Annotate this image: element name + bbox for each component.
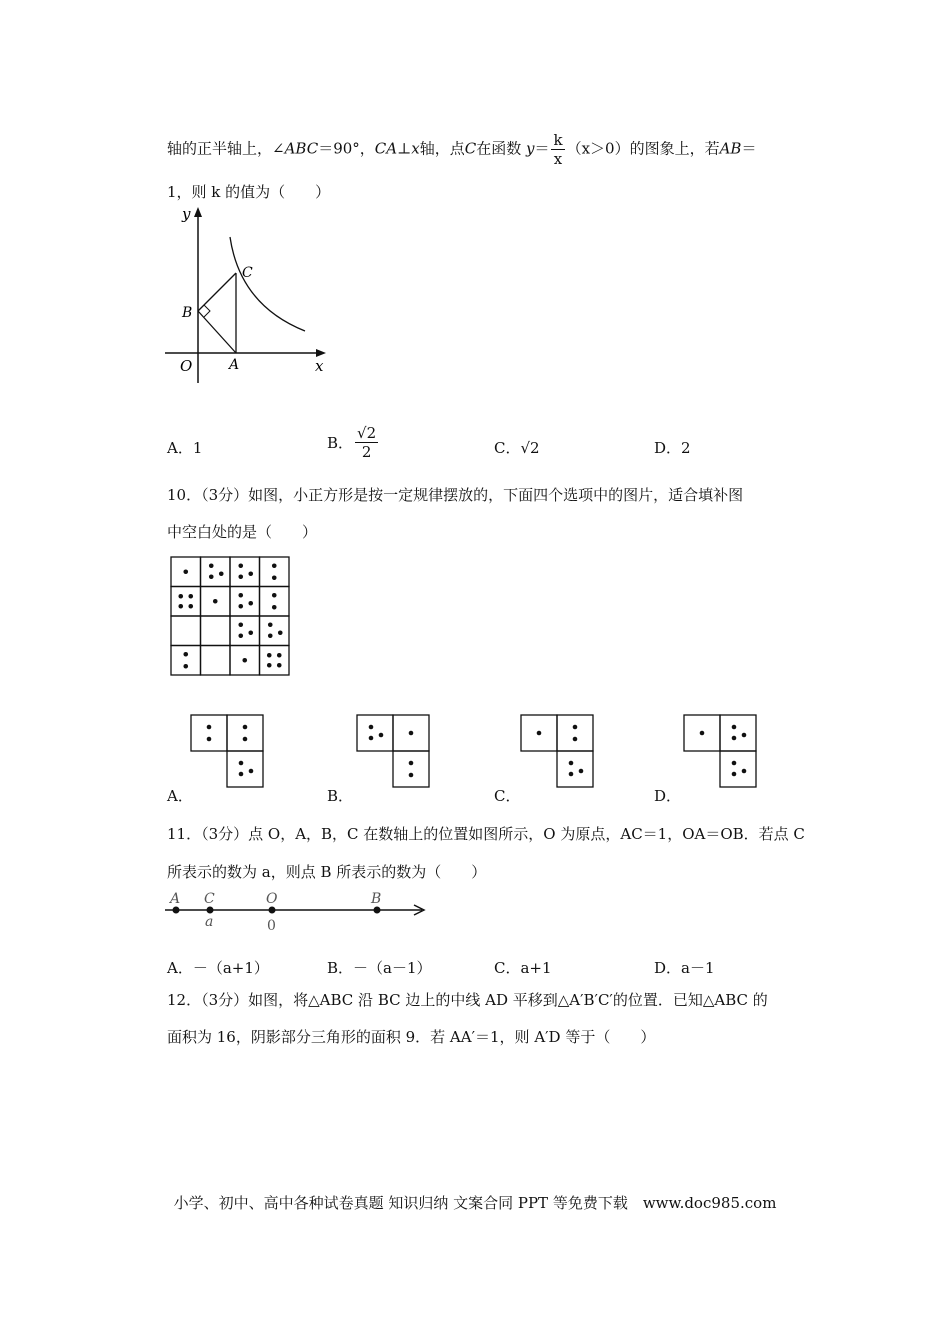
grid-cell <box>230 557 260 587</box>
hyperbola-curve <box>230 237 305 331</box>
label-b: B <box>371 891 382 907</box>
option-cell-bottom-right <box>227 751 263 787</box>
q9-option-c[interactable] <box>494 437 540 458</box>
q12-text-line1: 12．（3分）如图，将△ABC 沿 BC 边上的中线 AD 平移到△A′B′C′的位置．已知△ABC 的 <box>167 991 768 1009</box>
dot <box>209 574 214 579</box>
grid-cell <box>201 557 231 587</box>
dot <box>207 725 212 730</box>
dot <box>248 571 253 576</box>
y-axis-arrow-icon <box>194 207 202 217</box>
q9-option-d[interactable]: D．2 <box>654 439 691 457</box>
q9-option-b-label: B． <box>327 434 354 452</box>
dot <box>267 653 272 658</box>
right-angle-mark <box>204 305 210 317</box>
segment-ba <box>198 311 236 353</box>
grid-cell <box>171 616 201 646</box>
q9-text-line2: 1，则 k 的值为（ ） <box>167 183 331 201</box>
dot <box>277 663 282 668</box>
label-b: B <box>182 305 193 321</box>
dot <box>188 604 193 609</box>
dot <box>242 658 247 663</box>
point-c <box>207 907 214 914</box>
grid-cell <box>230 616 260 646</box>
dot <box>248 601 253 606</box>
option-cell-top-right <box>227 715 263 751</box>
dot <box>207 737 212 742</box>
dot <box>272 563 277 568</box>
point-b <box>374 907 381 914</box>
dot <box>700 731 705 736</box>
dot <box>178 594 183 599</box>
dot <box>238 622 243 627</box>
dot <box>268 622 273 627</box>
dot <box>183 664 188 669</box>
q9-option-b[interactable] <box>327 424 380 461</box>
q9-option-c-label: C． <box>494 439 521 457</box>
q9-coordinate-figure <box>160 205 340 385</box>
dot <box>573 737 578 742</box>
dot <box>742 733 747 738</box>
q11-option-b[interactable]: B．－（a－1） <box>327 959 432 977</box>
dot <box>569 772 574 777</box>
dot <box>369 736 374 741</box>
dot <box>409 773 414 778</box>
dot <box>183 569 188 574</box>
label-c: C <box>204 891 215 907</box>
label-y: y <box>182 205 191 223</box>
x-axis-arrow-icon <box>316 349 326 357</box>
dot <box>409 731 414 736</box>
option-cell-bottom-right <box>393 751 429 787</box>
dot <box>238 593 243 598</box>
grid-cell <box>230 587 260 617</box>
dot <box>379 733 384 738</box>
dot <box>272 575 277 580</box>
point-a <box>173 907 180 914</box>
label-c: C <box>242 265 253 281</box>
page-footer: 小学、初中、高中各种试卷真题 知识归纳 文案合同 PPT 等免费下载 www.doc985.com <box>173 1194 777 1212</box>
dot <box>183 652 188 657</box>
option-cell-bottom-right <box>720 751 756 787</box>
dot <box>278 630 283 635</box>
dot <box>238 563 243 568</box>
grid-cell <box>260 587 290 617</box>
q9-text-line1: 轴的正半轴上，∠ABC＝90°，CA⊥x轴，点C在函数 y＝ $\frac{k}{x}$ （x＞0）的图象上，若AB＝ <box>167 131 757 168</box>
option-cell-top-right <box>720 715 756 751</box>
q10-text-line1: 10．（3分）如图，小正方形是按一定规律摆放的，下面四个选项中的图片，适合填补图 <box>167 486 744 504</box>
dot <box>219 571 224 576</box>
segment-bc <box>198 273 236 311</box>
dot <box>249 769 254 774</box>
grid-cell <box>171 646 201 676</box>
dot <box>209 563 214 568</box>
dot <box>178 604 183 609</box>
q10-text-line2: 中空白处的是（ ） <box>167 523 318 541</box>
dot <box>213 599 218 604</box>
label-x: x <box>315 357 324 375</box>
grid-cell <box>171 587 201 617</box>
grid-cell <box>201 616 231 646</box>
dot <box>239 772 244 777</box>
label-o: O <box>266 891 278 907</box>
dot <box>277 653 282 658</box>
dot <box>243 725 248 730</box>
option-cell-top-left <box>357 715 393 751</box>
dot <box>409 761 414 766</box>
dot <box>238 633 243 638</box>
grid-cell <box>201 646 231 676</box>
label-o: O <box>180 357 193 375</box>
q10-option-c-figure <box>520 714 595 789</box>
dot <box>369 725 374 730</box>
dot <box>732 761 737 766</box>
dot <box>268 633 273 638</box>
label-a: A <box>170 891 181 907</box>
q11-text-line2: 所表示的数为 a，则点 B 所表示的数为（ ） <box>167 863 487 881</box>
q10-option-d-figure <box>683 714 758 789</box>
label-a-value: a <box>205 914 214 930</box>
option-cell-bottom-right <box>557 751 593 787</box>
dot <box>267 663 272 668</box>
dot <box>732 736 737 741</box>
dot <box>573 725 578 730</box>
dot <box>243 737 248 742</box>
fraction-k-over-x: $\frac{k}{x}$ <box>553 131 563 168</box>
q10-option-c[interactable]: C． <box>494 787 521 805</box>
q10-option-a[interactable]: A． <box>167 787 193 805</box>
q11-option-d[interactable]: D．a－1 <box>654 959 715 977</box>
option-cell-top-left <box>191 715 227 751</box>
dot <box>569 761 574 766</box>
q9-option-c-value: √2 <box>520 439 540 457</box>
q11-text-line1: 11．（3分）点 O，A，B，C 在数轴上的位置如图所示，O 为原点，AC＝1，OA＝OB．若点 C <box>167 825 805 843</box>
dot <box>238 604 243 609</box>
label-zero: 0 <box>267 918 276 933</box>
dot <box>272 593 277 598</box>
dot <box>579 769 584 774</box>
fraction-sqrt2-over-2: $\frac{√2}{2}$ <box>357 424 377 461</box>
grid-cell <box>260 557 290 587</box>
grid-cell <box>260 616 290 646</box>
q10-option-b[interactable]: B． <box>327 787 354 805</box>
q12-text-line2: 面积为 16，阴影部分三角形的面积 9．若 AA′＝1，则 A′D 等于（ ） <box>167 1028 656 1046</box>
dot <box>732 725 737 730</box>
dot <box>537 731 542 736</box>
q10-dot-grid <box>170 556 292 678</box>
q11-option-a[interactable]: A．－（a+1） <box>167 959 269 977</box>
q10-option-d[interactable]: D． <box>654 787 682 805</box>
dot <box>732 772 737 777</box>
label-a: A <box>229 357 240 373</box>
q10-option-b-figure <box>356 714 431 789</box>
q10-option-a-figure <box>190 714 265 789</box>
q11-number-line <box>160 888 435 933</box>
dot <box>188 594 193 599</box>
point-o <box>269 907 276 914</box>
grid-cell <box>260 646 290 676</box>
dot <box>238 574 243 579</box>
option-cell-top-right <box>557 715 593 751</box>
q9-option-a[interactable]: A．1 <box>167 439 203 457</box>
q11-option-c[interactable]: C．a+1 <box>494 959 552 977</box>
dot <box>742 769 747 774</box>
dot <box>272 605 277 610</box>
dot <box>248 630 253 635</box>
dot <box>239 761 244 766</box>
